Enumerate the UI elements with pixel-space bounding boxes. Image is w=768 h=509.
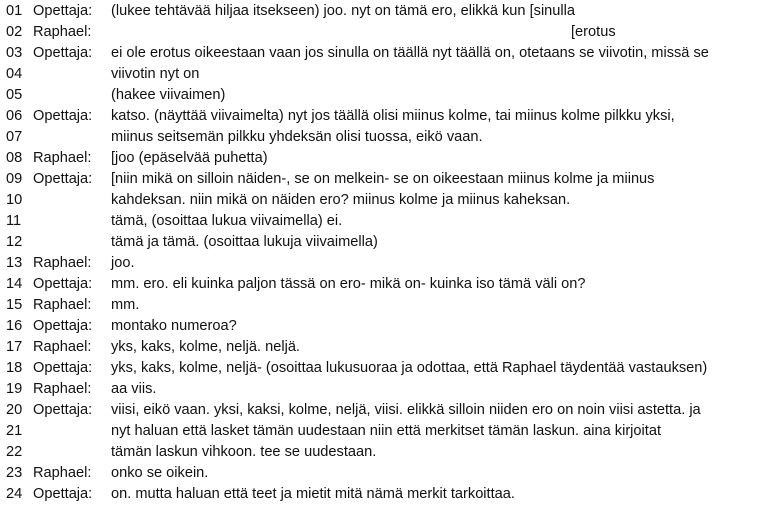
transcript-line xyxy=(0,190,768,211)
utterance: mm. ero. eli kuinka paljon tässä on ero- mikä on- kuinka iso tämä väli on? xyxy=(111,276,586,292)
line-number: 17 xyxy=(6,339,23,355)
utterance: yks, kaks, kolme, neljä. neljä. xyxy=(111,339,300,355)
utterance: mm. xyxy=(111,297,140,313)
transcript-line xyxy=(0,148,768,169)
transcript-line xyxy=(0,316,768,337)
utterance: on. mutta haluan että teet ja mietit mitä nämä merkit tarkoittaa. xyxy=(111,486,515,502)
transcript-line xyxy=(0,106,768,127)
line-number: 07 xyxy=(6,129,23,145)
utterance: viivotin nyt on xyxy=(111,66,200,82)
speaker: Raphael: xyxy=(33,297,92,313)
transcript-line xyxy=(0,22,768,43)
utterance: (hakee viivaimen) xyxy=(111,87,226,103)
utterance: katso. (näyttää viivaimelta) nyt jos täällä olisi miinus kolme, tai miinus kolme pilkku yksi, xyxy=(111,108,675,124)
line-number: 06 xyxy=(6,108,23,124)
line-number: 12 xyxy=(6,234,23,250)
transcript-line xyxy=(0,400,768,421)
line-number: 08 xyxy=(6,150,23,166)
transcript-line xyxy=(0,169,768,190)
line-number: 09 xyxy=(6,171,23,187)
utterance: joo. xyxy=(111,255,135,271)
line-number: 03 xyxy=(6,45,23,61)
speaker: Opettaja: xyxy=(33,171,93,187)
speaker: Opettaja: xyxy=(33,318,93,334)
utterance: nyt haluan että lasket tämän uudestaan niin että merkitset tämän laskun. aina kirjoitat xyxy=(111,423,662,439)
line-number: 24 xyxy=(6,486,23,502)
transcript-line xyxy=(0,253,768,274)
transcript-line xyxy=(0,421,768,442)
speaker: Raphael: xyxy=(33,255,92,271)
utterance: viisi, eikö vaan. yksi, kaksi, kolme, neljä, viisi. elikkä silloin niiden ero on noin viisi astetta. ja xyxy=(111,402,701,418)
line-number: 18 xyxy=(6,360,23,376)
transcript-line xyxy=(0,484,768,505)
line-number: 01 xyxy=(6,3,23,19)
transcript-line xyxy=(0,43,768,64)
transcript-line xyxy=(0,295,768,316)
transcript-line xyxy=(0,85,768,106)
utterance: kahdeksan. niin mikä on näiden ero? miinus kolme ja miinus kaheksan. xyxy=(111,192,571,208)
line-number: 05 xyxy=(6,87,23,103)
utterance: [joo (epäselvää puhetta) xyxy=(111,150,268,166)
utterance: yks, kaks, kolme, neljä- (osoittaa lukusuoraa ja odottaa, että Raphael täydentää vastauksen) xyxy=(111,360,708,376)
transcript-line xyxy=(0,232,768,253)
line-number: 22 xyxy=(6,444,23,460)
utterance: aa viis. xyxy=(111,381,157,397)
speaker: Raphael: xyxy=(33,150,92,166)
line-number: 10 xyxy=(6,192,23,208)
speaker: Opettaja: xyxy=(33,360,93,376)
transcript-line xyxy=(0,358,768,379)
speaker: Opettaja: xyxy=(33,486,93,502)
utterance: montako numeroa? xyxy=(111,318,237,334)
line-number: 21 xyxy=(6,423,23,439)
speaker: Opettaja: xyxy=(33,108,93,124)
transcript-line xyxy=(0,442,768,463)
utterance: tämä ja tämä. (osoittaa lukuja viivaimella) xyxy=(111,234,378,250)
line-number: 20 xyxy=(6,402,23,418)
line-number: 19 xyxy=(6,381,23,397)
utterance: [niin mikä on silloin näiden-, se on melkein- se on oikeestaan miinus kolme ja miinus xyxy=(111,171,655,187)
speaker: Opettaja: xyxy=(33,3,93,19)
speaker: Opettaja: xyxy=(33,402,93,418)
transcript-line xyxy=(0,274,768,295)
transcript-line xyxy=(0,211,768,232)
line-number: 11 xyxy=(6,213,22,229)
line-number: 14 xyxy=(6,276,23,292)
utterance: tämä, (osoittaa lukua viivaimella) ei. xyxy=(111,213,343,229)
line-number: 16 xyxy=(6,318,23,334)
utterance: onko se oikein. xyxy=(111,465,209,481)
utterance: ei ole erotus oikeestaan vaan jos sinulla on täällä nyt täällä on, otetaans se viivotin, missä se xyxy=(111,45,709,61)
transcript-line xyxy=(0,1,768,22)
line-number: 13 xyxy=(6,255,23,271)
utterance: [erotus xyxy=(571,24,616,40)
speaker: Raphael: xyxy=(33,381,92,397)
speaker: Raphael: xyxy=(33,339,92,355)
speaker: Opettaja: xyxy=(33,276,93,292)
line-number: 23 xyxy=(6,465,23,481)
utterance: miinus seitsemän pilkku yhdeksän olisi tuossa, eikö vaan. xyxy=(111,129,483,145)
line-number: 15 xyxy=(6,297,23,313)
speaker: Opettaja: xyxy=(33,45,93,61)
transcript-line xyxy=(0,379,768,400)
transcript-line xyxy=(0,64,768,85)
line-number: 02 xyxy=(6,24,23,40)
utterance: tämän laskun vihkoon. tee se uudestaan. xyxy=(111,444,377,460)
transcript-line xyxy=(0,463,768,484)
speaker: Raphael: xyxy=(33,465,92,481)
transcript-line xyxy=(0,337,768,358)
speaker: Raphael: xyxy=(33,24,92,40)
line-number: 04 xyxy=(6,66,23,82)
utterance: (lukee tehtävää hiljaa itsekseen) joo. nyt on tämä ero, elikkä kun [sinulla xyxy=(111,3,576,19)
transcript-line xyxy=(0,127,768,148)
